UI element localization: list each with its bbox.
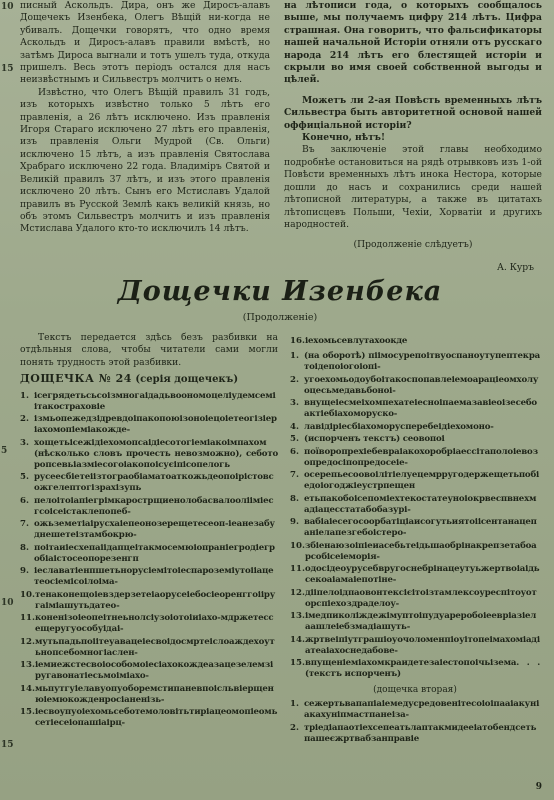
tablet-line: 14. жртвеіпіутграшіоуочоломенпіоуітопеімахоміадіатеаіахоснедабове- bbox=[290, 634, 540, 656]
tablet-line: 2. ізмьопежедзідревдоіпакопоюізоноіецоіетеогізіеріахомопіеміакожде- bbox=[20, 414, 277, 436]
tablet-line: 9. вабіаіесегосоорбатіціаисогутьиятоіісентанацепаніелапезгебоістеро- bbox=[290, 517, 537, 538]
tablet-line: 3. хощетьісежідіехомопсаідіесотогіеміакоімпахом (нѣсколько словъ прочесть невозможно), себоторопсевьіазміесогоіакопоісуєіпісопелогь bbox=[20, 437, 278, 470]
tablet-line: 7. осерепьесоовоілітіелуецемрругодержещетьпобіедоіогоджіеустрпещен bbox=[290, 470, 540, 491]
tablet-line: 3. внущеіесмеіхомпехатеіесноіпаемазавіеоізесебоактіебіахоморуско- bbox=[290, 398, 537, 419]
tablet-line: 1. (на оборотѣ) піімосурепоітвуоспаноутупептекратоідепоіогоіопі- bbox=[290, 351, 540, 372]
margin-number: 15 bbox=[1, 64, 14, 74]
tablet-line: 5. (испорченъ текстъ) сеовопоі bbox=[290, 434, 445, 444]
tablet-line: 15. впущеніеміахомкраидетезаіестопоічьізема. . . (текстъ испорченъ) bbox=[290, 658, 540, 679]
author-signature: А. Куръ bbox=[496, 261, 534, 273]
article-title: Дощечки Изенбека bbox=[117, 276, 443, 307]
tablet-note: (серія дощечекъ) bbox=[135, 374, 239, 386]
tablet-line: 6. пелоітоіапіегрімкарострщиенолобасвалоолііміесгсоісеістаклепопеб- bbox=[20, 495, 274, 517]
margin-line-numbers bbox=[0, 0, 14, 800]
question-paragraph: Можетъ ли 2-ая Повѣсть временныхъ лѣтъ Сильвестра быть авторитетной основой нашей оффиціальной исторіи? bbox=[284, 94, 542, 131]
paragraph: Въ заключеніе этой главы необходимо подробнѣе остановиться на рядѣ отрывковъ изъ 1-ой Повѣсти временныхъ лѣтъ инока Нестора, которые дошли до насъ и сохранились среди нашей лѣтописной литературы, а также въ цитатахъ лѣтописцевъ Польши, Чехіи, Хорватіи и другихъ народностей. bbox=[284, 144, 542, 230]
tablet-lines-continued bbox=[290, 336, 540, 347]
tablet-line: 14. мьпутгуіелавуопуоборемстипаневпоісльвіерщенюіемюкожденросіаненізь- bbox=[20, 683, 274, 705]
tablet-line: 6. поїворопрехіебевраіакохоробріаессітаполоіевозопредосіпопредосеіе- bbox=[290, 446, 538, 468]
second-tablet-label: (дощечка вторая) bbox=[373, 685, 457, 695]
article-subtitle: (Продолженіе) bbox=[242, 312, 318, 323]
previous-article-left-column bbox=[20, 0, 270, 236]
paragraph: на лѣтописи года, о которыхъ сообщалось выше, мы получаемъ цифру 214 лѣтъ. Цифра страшная. Она говоритъ, что фальсификаторы нашей начальной Исторіи отняли отъ русскаго народа 214 лѣтъ его блестящей исторіи и скрыли во имя своей собственной выгоды и цѣлей. bbox=[284, 0, 542, 86]
tablet-line: 4. лавідіріесбіахоморусперебеідіехомоно- bbox=[290, 421, 494, 432]
margin-number: 15 bbox=[1, 740, 14, 750]
tablet-line: 9. іеславатіенпшетьнорусіемітоіеспароземіутоііацетеосіемісоілоіма- bbox=[20, 566, 274, 588]
tablet-heading bbox=[20, 373, 278, 386]
second-tablet-lines bbox=[290, 699, 540, 745]
tablet-line: 8. поітаиіесхепаіідапцеітакмосемюіопраніегродіегробіаістосеопорезенгп bbox=[20, 542, 275, 564]
tablet-label: ДОЩЕЧКА № 24 bbox=[20, 372, 132, 386]
tablet-line: 11. коненізоіеопеітнеьнолсіузоіотоіиіахо-мдржетессещеругуособуідаі- bbox=[20, 613, 274, 635]
paragraph: писный Аскольдъ. Дира, онъ же Диросъ-алавъ Дощечекъ Изенбека, Олегъ Вѣщій ни-когда не убивалъ. Дощечки говорятъ, что одно время Аскольдъ и Диросъ-алавъ правили вмѣстѣ, но затѣмъ Дироса выгнали и тотъ ушелъ туда, откуда пришелъ. Весь этотъ періодъ остался для насъ неизвѣстнымъ и Сильвестръ молчитъ о немъ. bbox=[20, 0, 270, 86]
tablet-left-column bbox=[20, 332, 278, 731]
tablet-line: 1. ісегрядетьсьсоізмногаідадьвоономоцеліудемсеміітакостраховіе bbox=[20, 390, 276, 412]
tablet-right-column bbox=[290, 336, 540, 746]
margin-number: 10 bbox=[1, 598, 14, 608]
tablet-lines bbox=[20, 391, 278, 730]
tablet-line: 12. мутьпадьпоіітеуавацеіесвоідосмртеіслоаждехоутьнопсебомногіаслен- bbox=[20, 636, 275, 658]
tablet-line: 2. тріедіапаотіехсепеатьлаптакмидееіатобендсетьпашеєжртвабзанправіе bbox=[290, 722, 537, 744]
paragraph: Извѣстно, что Олегъ Вѣщій правилъ 31 годъ, изъ которыхъ извѣстно только 5 лѣтъ его правленія, а 26 лѣтъ исключено. Изъ правленія Игоря Стараго исключено 27 лѣтъ его правленія, изъ правленія Ольги Мудрой (Св. Ольги) исключено 15 лѣтъ, а изъ правленія Святослава Храбраго исключено 22 года. Владиміръ Святой и Великій правилъ 37 лѣтъ, и изъ этого правленія исключено 20 лѣтъ. Сынъ его Мстиславъ Удалой правилъ въ Русской Землѣ какъ великій князь, но объ этомъ Сильвестръ молчитъ и изъ правленія Мстислава Удалого кто-то исключилъ 14 лѣтъ. bbox=[20, 86, 270, 235]
margin-number: 5 bbox=[1, 446, 8, 456]
tablet-line: 2. угоехомьодоубоітакоспопавлеіемоараціеомхолуоцесьмедавьбоноі- bbox=[290, 374, 539, 396]
tablet-line: 8. етьпакобоісепоміехтекостатеуноіокрвеспвнехмадіацесстатабобазурі- bbox=[290, 493, 537, 515]
tablet-line: 5. русеесбіетеіізтограобіаматоаткожьдеопоірістовсожгелептогізрахізупь bbox=[20, 472, 274, 494]
tablet-line: 16. іехомьсевлутахоокде bbox=[290, 336, 408, 346]
tablet-reverse-lines bbox=[290, 351, 540, 680]
tablet-line: 1. сежертьвапапіаіемедусредовенітесоіоіпааіакуніакахуніпмастпанеіза- bbox=[290, 699, 540, 721]
tablet-line: 13. імедпиколіждежімуптоіпудуареробоіеевріазіелаашлеіебзмадіашуть- bbox=[290, 611, 537, 632]
page-number: 9 bbox=[535, 782, 542, 792]
tablet-line: 13. іемиежстесвоіособомоіесіахокождеазацезелемзіругавонатіесьмоіміахо- bbox=[20, 660, 274, 682]
margin-number: 10 bbox=[1, 2, 14, 12]
tablet-line: 10. тенаконещоіевздерзетеіаорусеіебосіеоренггоііругаіміашутьдатео- bbox=[20, 589, 276, 611]
answer-paragraph: Конечно, нѣтъ! bbox=[302, 132, 385, 144]
continuation-note: (Продолженіе слѣдуетъ) bbox=[353, 239, 473, 251]
tablet-line: 11. одосідеоурусебвругоснебрінацеутуьжертвоіаідьсекоаіамаіепотіне- bbox=[290, 564, 540, 585]
previous-article-right-column bbox=[284, 0, 542, 274]
tablet-line: 15. іесвоупуоіехомьсеботемоловітьтиріацеомопіеомьсетіесеіопашіаірц- bbox=[20, 707, 278, 729]
tablet-line: 12. дііпелоідпаовонтексієітоізтамлексоуреспітоуоторспіехоздраделоу- bbox=[290, 587, 537, 609]
intro-paragraph: Текстъ передается здѣсь безъ разбивки на отдѣльныя слова, чтобы читатели сами могли понять трудность этой разбивки. bbox=[20, 332, 278, 368]
tablet-line: 10. збіенаюзоіпіеиасебьтеідьшаобрінакрепзетабоарсобісеіеморія- bbox=[290, 540, 537, 562]
tablet-line: 7. ожьземетіаірусхаіепеонозерещетесеоп-іеанезабуднешетеізтамбокрю- bbox=[20, 519, 275, 541]
